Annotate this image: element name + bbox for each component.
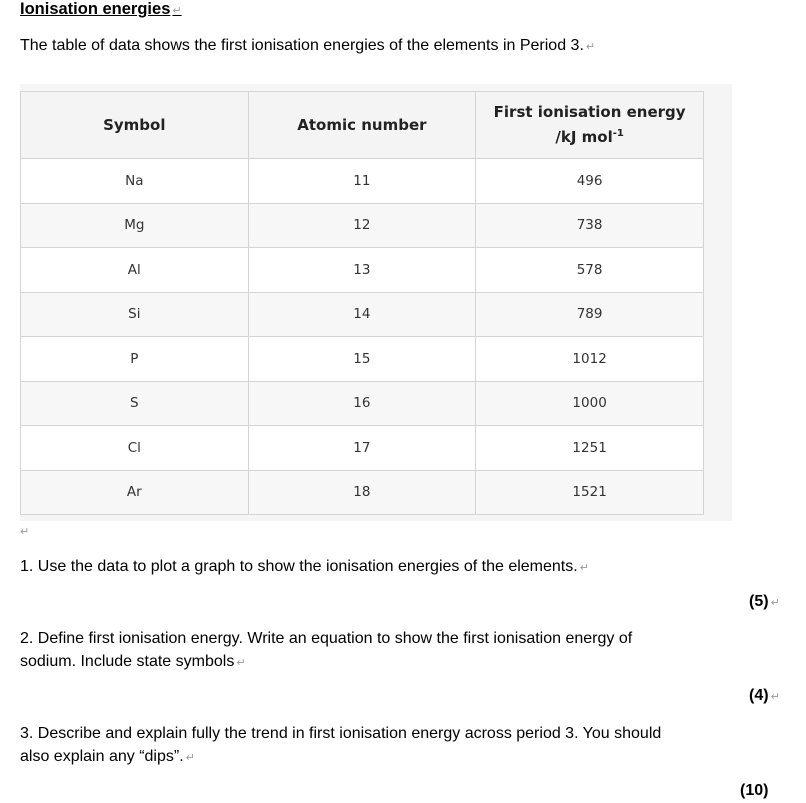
table-header-row <box>21 92 704 159</box>
table-row <box>21 248 704 293</box>
question-2-line1: 2. Define first ionisation energy. Write an equation to show the first ionisation energy of <box>20 630 633 647</box>
cell-energy: 496 <box>476 159 704 204</box>
cell-atomic-number: 13 <box>248 248 476 293</box>
table-row <box>21 381 704 426</box>
table-row <box>21 203 704 248</box>
header-energy <box>476 92 704 159</box>
table-row <box>21 159 704 204</box>
cell-energy: 789 <box>476 292 704 337</box>
question-1: 1. Use the data to plot a graph to show the ionisation energies of the elements. ↵ <box>20 558 589 575</box>
cell-energy: 1000 <box>476 381 704 426</box>
header-atomic-number: Atomic number <box>248 92 476 159</box>
question-3-marks: (10) <box>740 782 769 799</box>
ionisation-table <box>20 91 704 515</box>
question-3-line2: also explain any “dips”. ↵ <box>20 748 195 765</box>
question-2-line2: sodium. Include state symbols ↵ <box>20 653 246 670</box>
intro-text: The table of data shows the first ionisation energies of the elements in Period 3. ↵ <box>20 37 596 54</box>
question-2 <box>20 627 632 675</box>
cell-atomic-number: 17 <box>248 426 476 471</box>
cell-atomic-number: 15 <box>248 337 476 382</box>
table-row <box>21 426 704 471</box>
cell-atomic-number: 11 <box>248 159 476 204</box>
question-3-line1: 3. Describe and explain fully the trend in first ionisation energy across period 3. You should <box>20 725 662 742</box>
cell-symbol: Na <box>21 159 249 204</box>
cell-energy: 578 <box>476 248 704 293</box>
cell-energy: 1251 <box>476 426 704 471</box>
cell-atomic-number: 12 <box>248 203 476 248</box>
cell-energy: 1521 <box>476 470 704 515</box>
cell-symbol: S <box>21 381 249 426</box>
cell-symbol: Ar <box>21 470 249 515</box>
question-1-marks: (5) ↵ <box>749 593 780 610</box>
question-2-marks: (4) ↵ <box>749 687 780 704</box>
cell-symbol: Al <box>21 248 249 293</box>
cell-energy: 738 <box>476 203 704 248</box>
table-container <box>20 84 732 521</box>
question-3 <box>20 722 661 770</box>
table-row <box>21 292 704 337</box>
cell-energy: 1012 <box>476 337 704 382</box>
table-row <box>21 337 704 382</box>
cell-atomic-number: 18 <box>248 470 476 515</box>
cell-symbol: P <box>21 337 249 382</box>
cell-atomic-number: 16 <box>248 381 476 426</box>
paragraph-mark: ↵ <box>20 526 30 538</box>
header-symbol: Symbol <box>21 92 249 159</box>
cell-atomic-number: 14 <box>248 292 476 337</box>
cell-symbol: Si <box>21 292 249 337</box>
header-energy-line1: First ionisation energy <box>493 103 686 121</box>
unit-superscript: -1 <box>612 128 624 139</box>
header-energy-line2: /kJ mol$^{-1}$ <box>555 128 624 146</box>
cell-symbol: Mg <box>21 203 249 248</box>
cell-symbol: Cl <box>21 426 249 471</box>
page-title: Ionisation energies ↵ <box>20 0 182 18</box>
table-row <box>21 470 704 515</box>
